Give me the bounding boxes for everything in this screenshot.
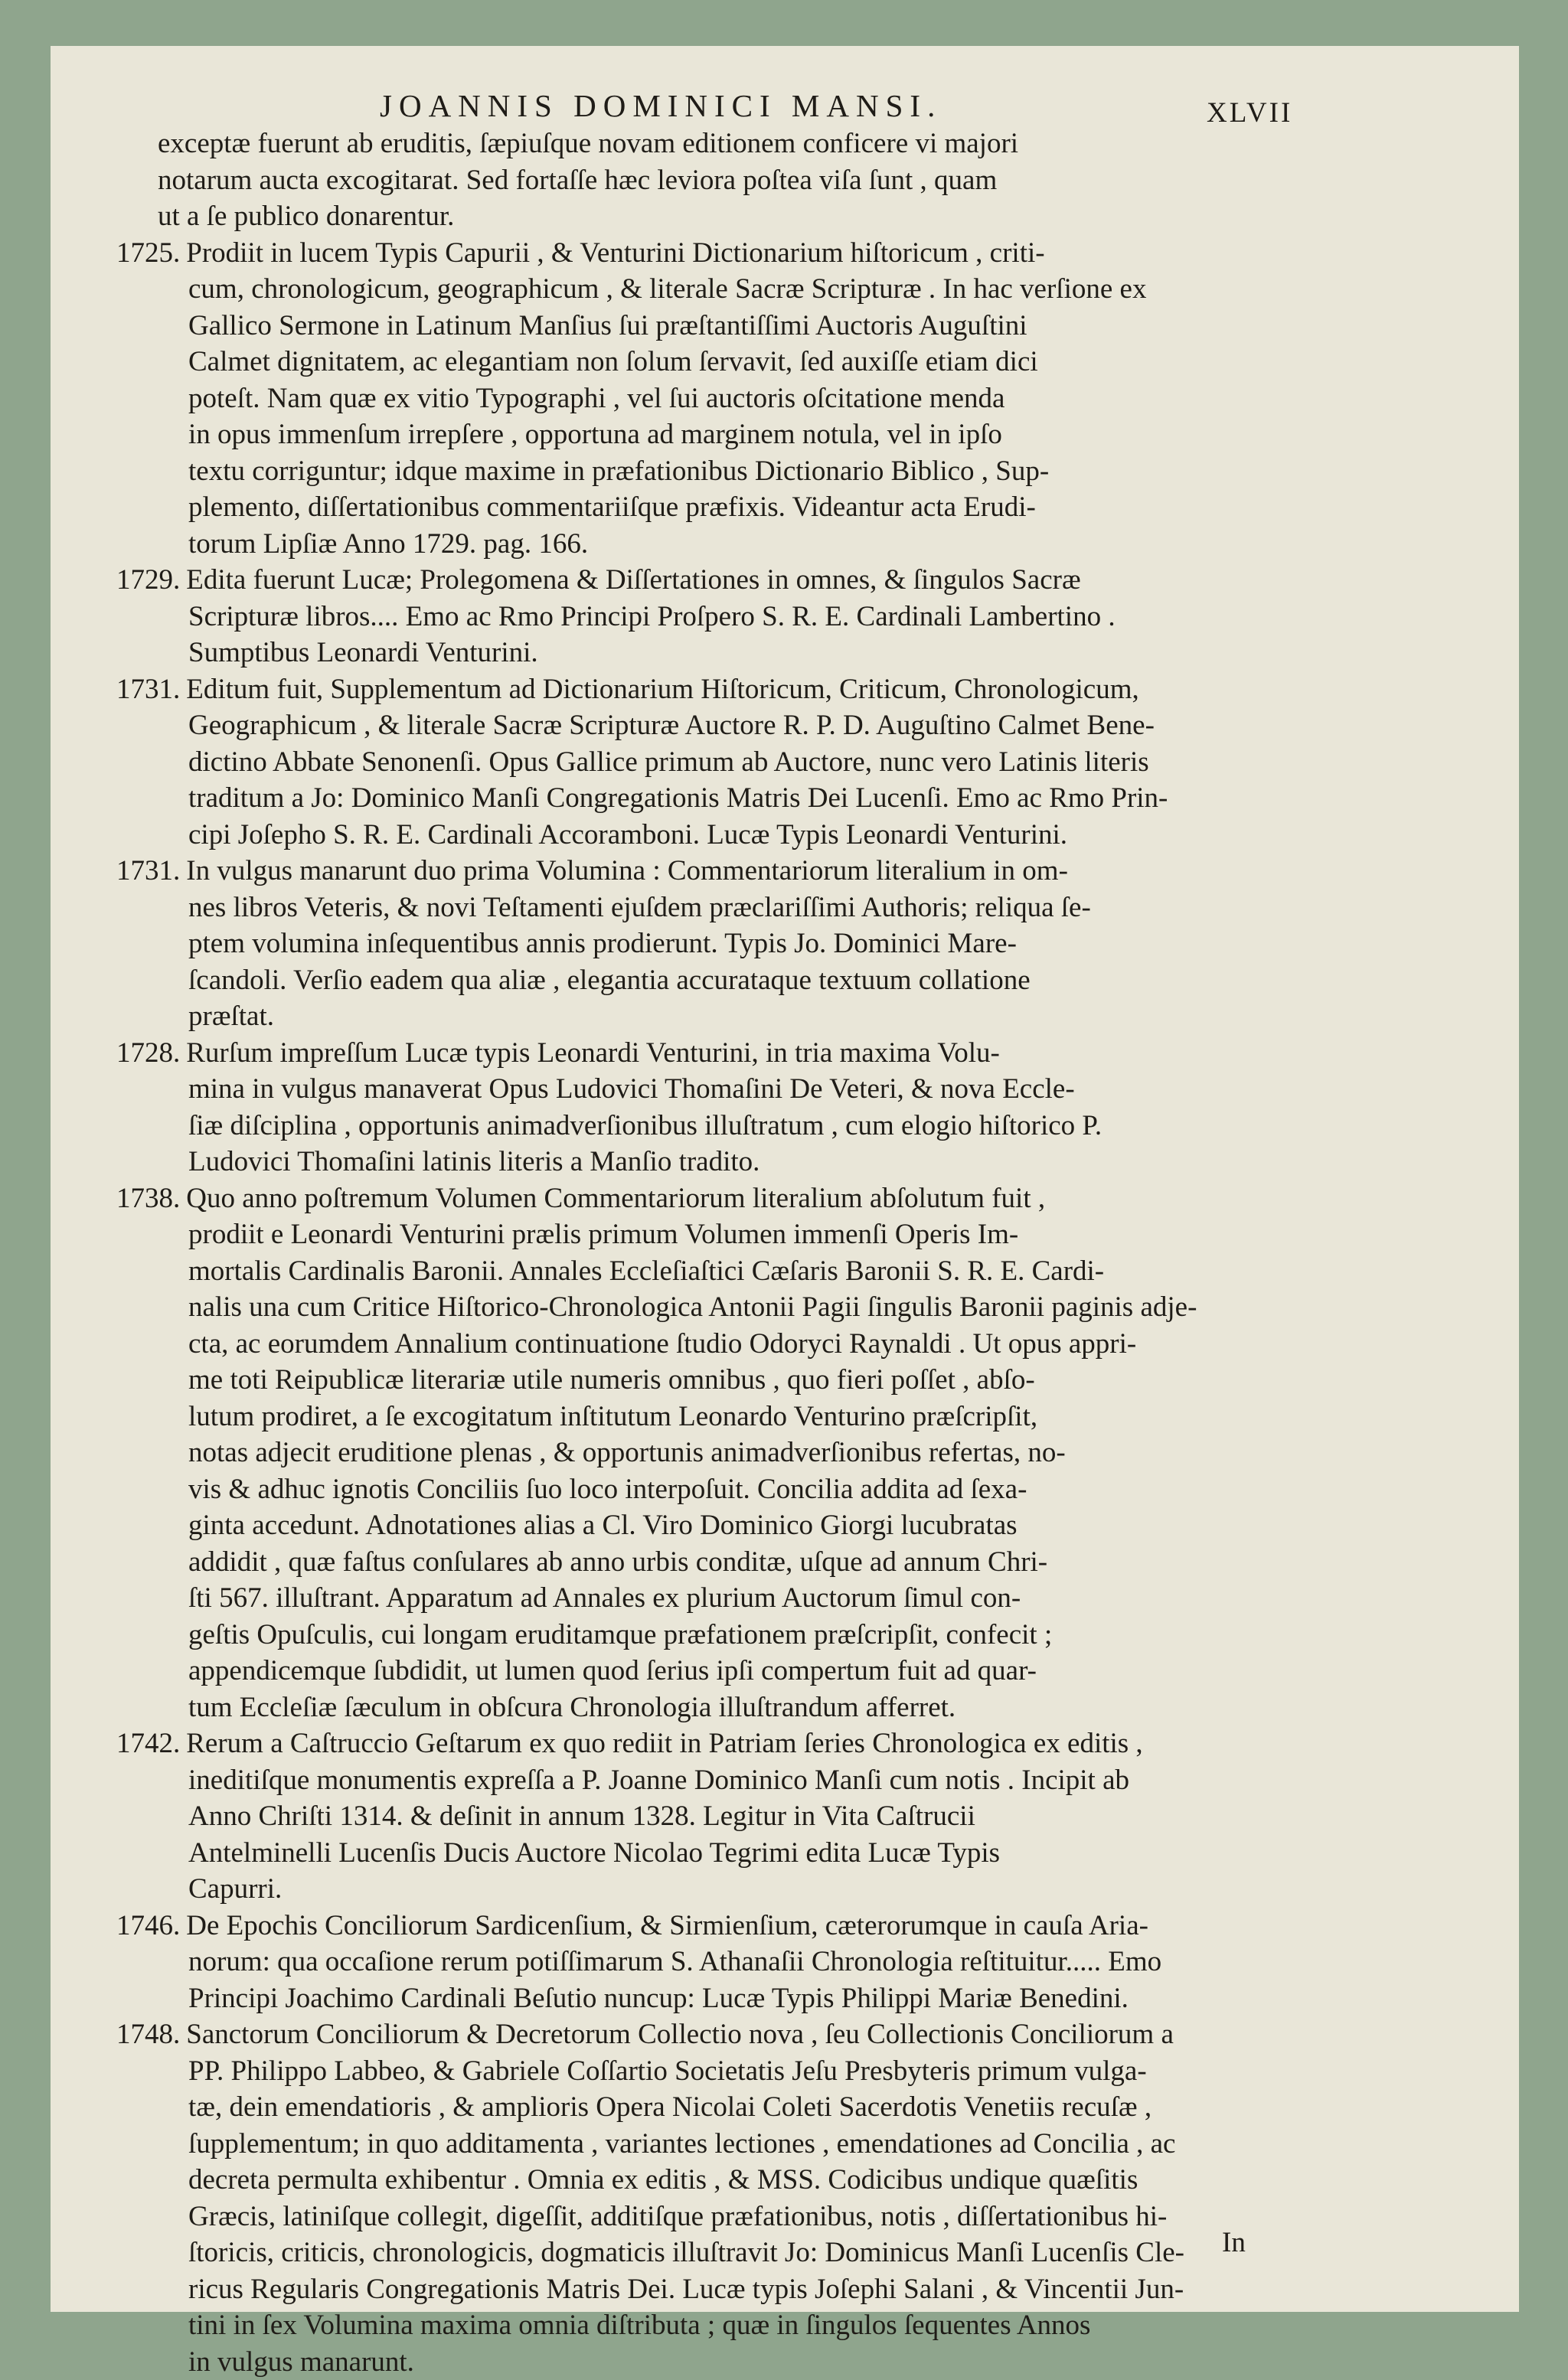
entry-text-line — [158, 1035, 1367, 1072]
entry-text-line: cta, ac eorumdem Annalium continuatione ſtudio Odoryci Raynaldi . Ut opus appri- — [158, 1326, 1367, 1363]
entry-text-line — [158, 562, 1367, 599]
bibliography-entry — [158, 853, 1367, 1035]
entry-text-line: vis & adhuc ignotis Conciliis ſuo loco interpoſuit. Concilia addita ad ſexa- — [158, 1471, 1367, 1508]
entry-text-line: in opus immenſum irrepſere , opportuna ad marginem notula, vel in ipſo — [158, 416, 1367, 453]
text-line: ut a ſe publico donarentur. — [158, 198, 1367, 235]
entry-text-line: ſupplementum; in quo additamenta , variantes lectiones , emendationes ad Concilia , ac — [158, 2126, 1367, 2163]
entry-text-line: geſtis Opuſculis, cui longam eruditamque præfationem præſcripſit, confecit ; — [158, 1617, 1367, 1654]
entry-text-line: Gallico Sermone in Latinum Manſius ſui præſtantiſſimi Auctoris Auguſtini — [158, 308, 1367, 344]
entry-text-line: ginta accedunt. Adnotationes alias a Cl. Viro Dominico Giorgi lucubratas — [158, 1507, 1367, 1544]
entry-text-line: nalis una cum Critice Hiſtorico-Chronologica Antonii Pagii ſingulis Baronii paginis adje- — [158, 1289, 1367, 1326]
entry-first-line: Rerum a Caſtruccio Geſtarum ex quo rediit in Patriam ſeries Chronologica ex editis , — [186, 1728, 1142, 1759]
entry-text-line: textu corriguntur; idque maxime in præfationibus Dictionario Biblico , Sup- — [158, 453, 1367, 490]
catchword: In — [1222, 2226, 1246, 2259]
bibliography-entry — [158, 235, 1367, 563]
entry-year: 1729. — [116, 564, 180, 596]
entry-text-line: Scripturæ libros.... Emo ac Rmo Principi Proſpero S. R. E. Cardinali Lambertino . — [158, 599, 1367, 635]
bibliography-entry — [158, 1180, 1367, 1726]
entry-text-line: præſtat. — [158, 998, 1367, 1035]
entry-text-line: tæ, dein emendatioris , & amplioris Opera Nicolai Coleti Sacerdotis Venetiis recuſæ , — [158, 2089, 1367, 2126]
entry-year: 1728. — [116, 1037, 180, 1069]
page-number: XLVII — [1207, 96, 1292, 129]
entry-year: 1738. — [116, 1183, 180, 1214]
entry-text-line: PP. Philippo Labbeo, & Gabriele Coſſartio Societatis Jeſu Presbyteris primum vulga- — [158, 2053, 1367, 2090]
entry-year: 1731. — [116, 855, 180, 886]
entry-year: 1731. — [116, 674, 180, 705]
entry-text-line: Sumptibus Leonardi Venturini. — [158, 635, 1367, 671]
entry-first-line: Edita fuerunt Lucæ; Prolegomena & Diſſertationes in omnes, & ſingulos Sacræ — [186, 564, 1080, 596]
bibliography-entry — [158, 1035, 1367, 1180]
entry-year: 1748. — [116, 2019, 180, 2050]
entry-text-line: ptem volumina inſequentibus annis prodierunt. Typis Jo. Dominici Mare- — [158, 926, 1367, 962]
running-head: JOANNIS DOMINICI MANSI. — [380, 87, 942, 124]
entry-text-line: ſtoricis, criticis, chronologicis, dogmaticis illuſtravit Jo: Dominicus Manſi Lucenſis Cle- — [158, 2235, 1367, 2271]
entry-text-line: ſiæ diſciplina , opportunis animadverſionibus illuſtratum , cum elogio hiſtorico P. — [158, 1108, 1367, 1144]
entry-text-line: addidit , quæ faſtus conſulares ab anno urbis conditæ, uſque ad annum Chri- — [158, 1544, 1367, 1581]
entry-text-line: mina in vulgus manaverat Opus Ludovici Thomaſini De Veteri, & nova Eccle- — [158, 1071, 1367, 1108]
entry-text-line: notas adjecit eruditione plenas , & opportunis animadverſionibus refertas, no- — [158, 1435, 1367, 1471]
entry-text-line: appendicemque ſubdidit, ut lumen quod ſerius ipſi compertum fuit ad quar- — [158, 1653, 1367, 1690]
entry-text-line — [158, 1725, 1367, 1762]
entry-text-line: poteſt. Nam quæ ex vitio Typographi , vel ſui auctoris oſcitatione menda — [158, 380, 1367, 417]
entry-text-line — [158, 1180, 1367, 1217]
bibliography-entry — [158, 671, 1367, 854]
entry-text-line: Principi Joachimo Cardinali Beſutio nuncup: Lucæ Typis Philippi Mariæ Benedini. — [158, 1980, 1367, 2017]
text-body — [158, 126, 1367, 2380]
bibliography-entry — [158, 1908, 1367, 2017]
bibliography-entries — [158, 235, 1367, 2380]
entry-text-line: Geographicum , & literale Sacræ Scripturæ Auctore R. P. D. Auguſtino Calmet Bene- — [158, 707, 1367, 744]
entry-text-line: Græcis, latiniſque collegit, digeſſit, additiſque præfationibus, notis , diſſertationibus hi- — [158, 2199, 1367, 2235]
entry-first-line: In vulgus manarunt duo prima Volumina : Commentariorum literalium in om- — [186, 855, 1068, 886]
entry-text-line: mortalis Cardinalis Baronii. Annales Eccleſiaſtici Cæſaris Baronii S. R. E. Cardi- — [158, 1253, 1367, 1290]
entry-text-line: dictino Abbate Senonenſi. Opus Gallice primum ab Auctore, nunc vero Latinis literis — [158, 744, 1367, 781]
entry-text-line: tum Eccleſiæ ſæculum in obſcura Chronologia illuſtrandum afferret. — [158, 1690, 1367, 1726]
entry-text-line: decreta permulta exhibentur . Omnia ex editis , & MSS. Codicibus undique quæſitis — [158, 2162, 1367, 2199]
entry-text-line — [158, 853, 1367, 890]
entry-text-line: plemento, diſſertationibus commentariiſque præfixis. Videantur acta Erudi- — [158, 489, 1367, 526]
entry-text-line: ineditiſque monumentis expreſſa a P. Joanne Dominico Manſi cum notis . Incipit ab — [158, 1762, 1367, 1799]
bibliography-entry — [158, 562, 1367, 671]
entry-first-line: Sanctorum Conciliorum & Decretorum Collectio nova , ſeu Collectionis Conciliorum a — [186, 2019, 1174, 2050]
text-line: notarum aucta excogitarat. Sed fortaſſe hæc leviora poſtea viſa ſunt , quam — [158, 162, 1367, 199]
entry-year: 1725. — [116, 237, 180, 269]
bibliography-entry — [158, 2016, 1367, 2380]
entry-text-line: me toti Reipublicæ literariæ utile numeris omnibus , quo fieri poſſet , abſo- — [158, 1362, 1367, 1399]
entry-text-line: norum: qua occaſione rerum potiſſimarum S. Athanaſii Chronologia reſtituitur..... Emo — [158, 1944, 1367, 1980]
entry-year: 1742. — [116, 1728, 180, 1759]
intro-paragraph — [158, 126, 1367, 235]
entry-first-line: De Epochis Conciliorum Sardicenſium, & Sirmienſium, cæterorumque in cauſa Aria- — [186, 1910, 1148, 1941]
text-line: exceptæ fuerunt ab eruditis, ſæpiuſque novam editionem conficere vi majori — [158, 126, 1367, 162]
bibliography-entry — [158, 1725, 1367, 1908]
entry-text-line: nes libros Veteris, & novi Teſtamenti ejuſdem præclariſſimi Authoris; reliqua ſe- — [158, 890, 1367, 926]
entry-first-line: Rurſum impreſſum Lucæ typis Leonardi Venturini, in tria maxima Volu- — [186, 1037, 1000, 1069]
entry-first-line: Editum fuit, Supplementum ad Dictionarium Hiſtoricum, Criticum, Chronologicum, — [186, 674, 1139, 705]
entry-text-line — [158, 235, 1367, 272]
entry-text-line: Calmet dignitatem, ac elegantiam non ſolum ſervavit, ſed auxiſſe etiam dici — [158, 344, 1367, 380]
entry-text-line: prodiit e Leonardi Venturini prælis primum Volumen immenſi Operis Im- — [158, 1216, 1367, 1253]
entry-text-line: torum Lipſiæ Anno 1729. pag. 166. — [158, 526, 1367, 563]
entry-first-line: Prodiit in lucem Typis Capurii , & Venturini Dictionarium hiſtoricum , criti- — [186, 237, 1044, 269]
entry-first-line: Quo anno poſtremum Volumen Commentariorum literalium abſolutum fuit , — [186, 1183, 1045, 1214]
entry-text-line: traditum a Jo: Dominico Manſi Congregationis Matris Dei Lucenſi. Emo ac Rmo Prin- — [158, 780, 1367, 817]
entry-text-line: tini in ſex Volumina maxima omnia diſtributa ; quæ in ſingulos ſequentes Annos — [158, 2307, 1367, 2344]
entry-text-line — [158, 671, 1367, 708]
book-page — [51, 46, 1519, 2312]
entry-text-line: cum, chronologicum, geographicum , & literale Sacræ Scripturæ . In hac verſione ex — [158, 271, 1367, 308]
entry-text-line: ſti 567. illuſtrant. Apparatum ad Annales ex plurium Auctorum ſimul con- — [158, 1580, 1367, 1617]
entry-text-line: Capurri. — [158, 1871, 1367, 1908]
entry-text-line: ſcandoli. Verſio eadem qua aliæ , elegantia accurataque textuum collatione — [158, 962, 1367, 999]
entry-text-line: Anno Chriſti 1314. & deſinit in annum 1328. Legitur in Vita Caſtrucii — [158, 1798, 1367, 1835]
entry-year: 1746. — [116, 1910, 180, 1941]
entry-text-line — [158, 1908, 1367, 1944]
entry-text-line: Antelminelli Lucenſis Ducis Auctore Nicolao Tegrimi edita Lucæ Typis — [158, 1835, 1367, 1872]
entry-text-line: lutum prodiret, a ſe excogitatum inſtitutum Leonardo Venturino præſcripſit, — [158, 1399, 1367, 1435]
entry-text-line: ricus Regularis Congregationis Matris Dei. Lucæ typis Joſephi Salani , & Vincentii Jun- — [158, 2271, 1367, 2308]
entry-text-line — [158, 2016, 1367, 2053]
entry-text-line: Ludovici Thomaſini latinis literis a Manſio tradito. — [158, 1144, 1367, 1180]
entry-text-line: in vulgus manarunt. — [158, 2344, 1367, 2380]
entry-text-line: cipi Joſepho S. R. E. Cardinali Accoramboni. Lucæ Typis Leonardi Venturini. — [158, 817, 1367, 854]
